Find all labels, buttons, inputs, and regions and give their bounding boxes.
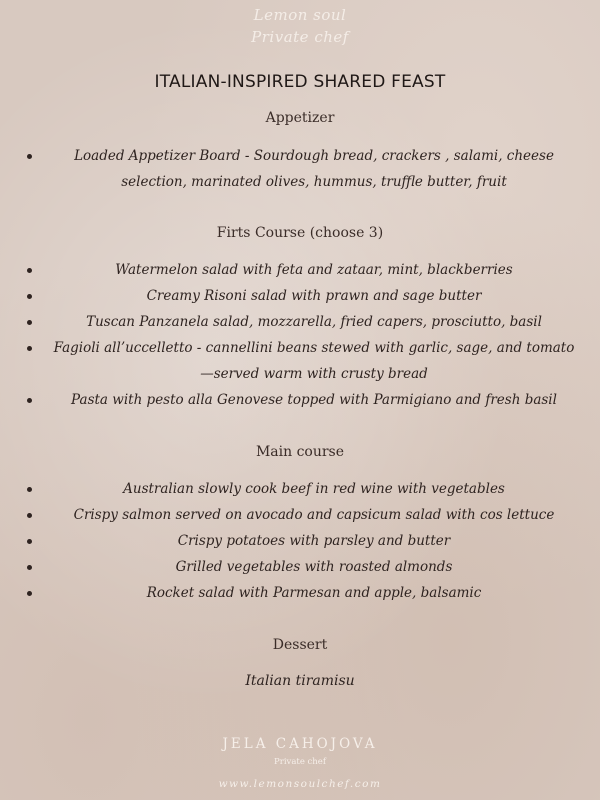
menu-item-text: Creamy Risoni salad with prawn and sage butter bbox=[146, 288, 482, 304]
logo-text-line2: Private chef bbox=[251, 28, 349, 46]
chef-name: JELA CAHOJOVA bbox=[222, 736, 378, 752]
menu-title: ITALIAN-INSPIRED SHARED FEAST bbox=[154, 72, 446, 92]
main-course-heading: Main course bbox=[255, 444, 345, 460]
bullet-icon bbox=[27, 487, 32, 492]
brand-logo bbox=[0, 0, 600, 48]
menu-item bbox=[0, 257, 600, 283]
first-course-heading: Firts Course (choose 3) bbox=[216, 225, 384, 241]
menu-item-text: Australian slowly cook beef in red wine with vegetables bbox=[123, 481, 505, 497]
menu-item bbox=[0, 387, 600, 413]
bullet-icon bbox=[27, 539, 32, 544]
menu-item bbox=[0, 502, 600, 528]
bullet-icon bbox=[27, 513, 32, 518]
bullet-icon bbox=[27, 591, 32, 596]
bullet-icon bbox=[27, 398, 32, 403]
appetizer-list bbox=[0, 143, 600, 195]
menu-item-text: Rocket salad with Parmesan and apple, balsamic bbox=[146, 585, 482, 601]
first-course-list bbox=[0, 257, 600, 413]
menu-item bbox=[0, 335, 600, 387]
menu-item-text: Loaded Appetizer Board - Sourdough bread, crackers , salami, cheese selection, marinated olives, hummus, truffle butter, fruit bbox=[74, 148, 554, 190]
bullet-icon bbox=[27, 268, 32, 273]
website-link[interactable]: www.lemonsoulchef.com bbox=[218, 778, 382, 790]
menu-item-text: Grilled vegetables with roasted almonds bbox=[175, 559, 453, 575]
menu-item bbox=[0, 554, 600, 580]
logo-text-line1: Lemon soul bbox=[253, 6, 347, 24]
bullet-icon bbox=[27, 294, 32, 299]
bullet-icon bbox=[27, 346, 32, 351]
dessert-item: Italian tiramisu bbox=[245, 673, 355, 689]
chef-role: Private chef bbox=[274, 757, 326, 767]
menu-item-text: Crispy potatoes with parsley and butter bbox=[177, 533, 451, 549]
menu-item-text: Pasta with pesto alla Genovese topped with Parmigiano and fresh basil bbox=[71, 392, 557, 408]
menu-item bbox=[0, 580, 600, 606]
menu-item bbox=[0, 283, 600, 309]
dessert-heading: Dessert bbox=[272, 637, 328, 653]
menu-item bbox=[0, 528, 600, 554]
bullet-icon bbox=[27, 154, 32, 159]
menu-item-text: Tuscan Panzanela salad, mozzarella, fried capers, prosciutto, basil bbox=[86, 314, 542, 330]
bullet-icon bbox=[27, 320, 32, 325]
menu-item-text: Watermelon salad with feta and zataar, mint, blackberries bbox=[115, 262, 513, 278]
appetizer-heading: Appetizer bbox=[265, 110, 335, 126]
menu-item bbox=[0, 476, 600, 502]
main-course-list bbox=[0, 476, 600, 606]
menu-item-text: Fagioli all’uccelletto - cannellini beans stewed with garlic, sage, and tomato—served warm with crusty bread bbox=[53, 340, 575, 382]
menu-item bbox=[0, 143, 600, 195]
bullet-icon bbox=[27, 565, 32, 570]
menu-item-text: Crispy salmon served on avocado and capsicum salad with cos lettuce bbox=[73, 507, 555, 523]
menu-item bbox=[0, 309, 600, 335]
